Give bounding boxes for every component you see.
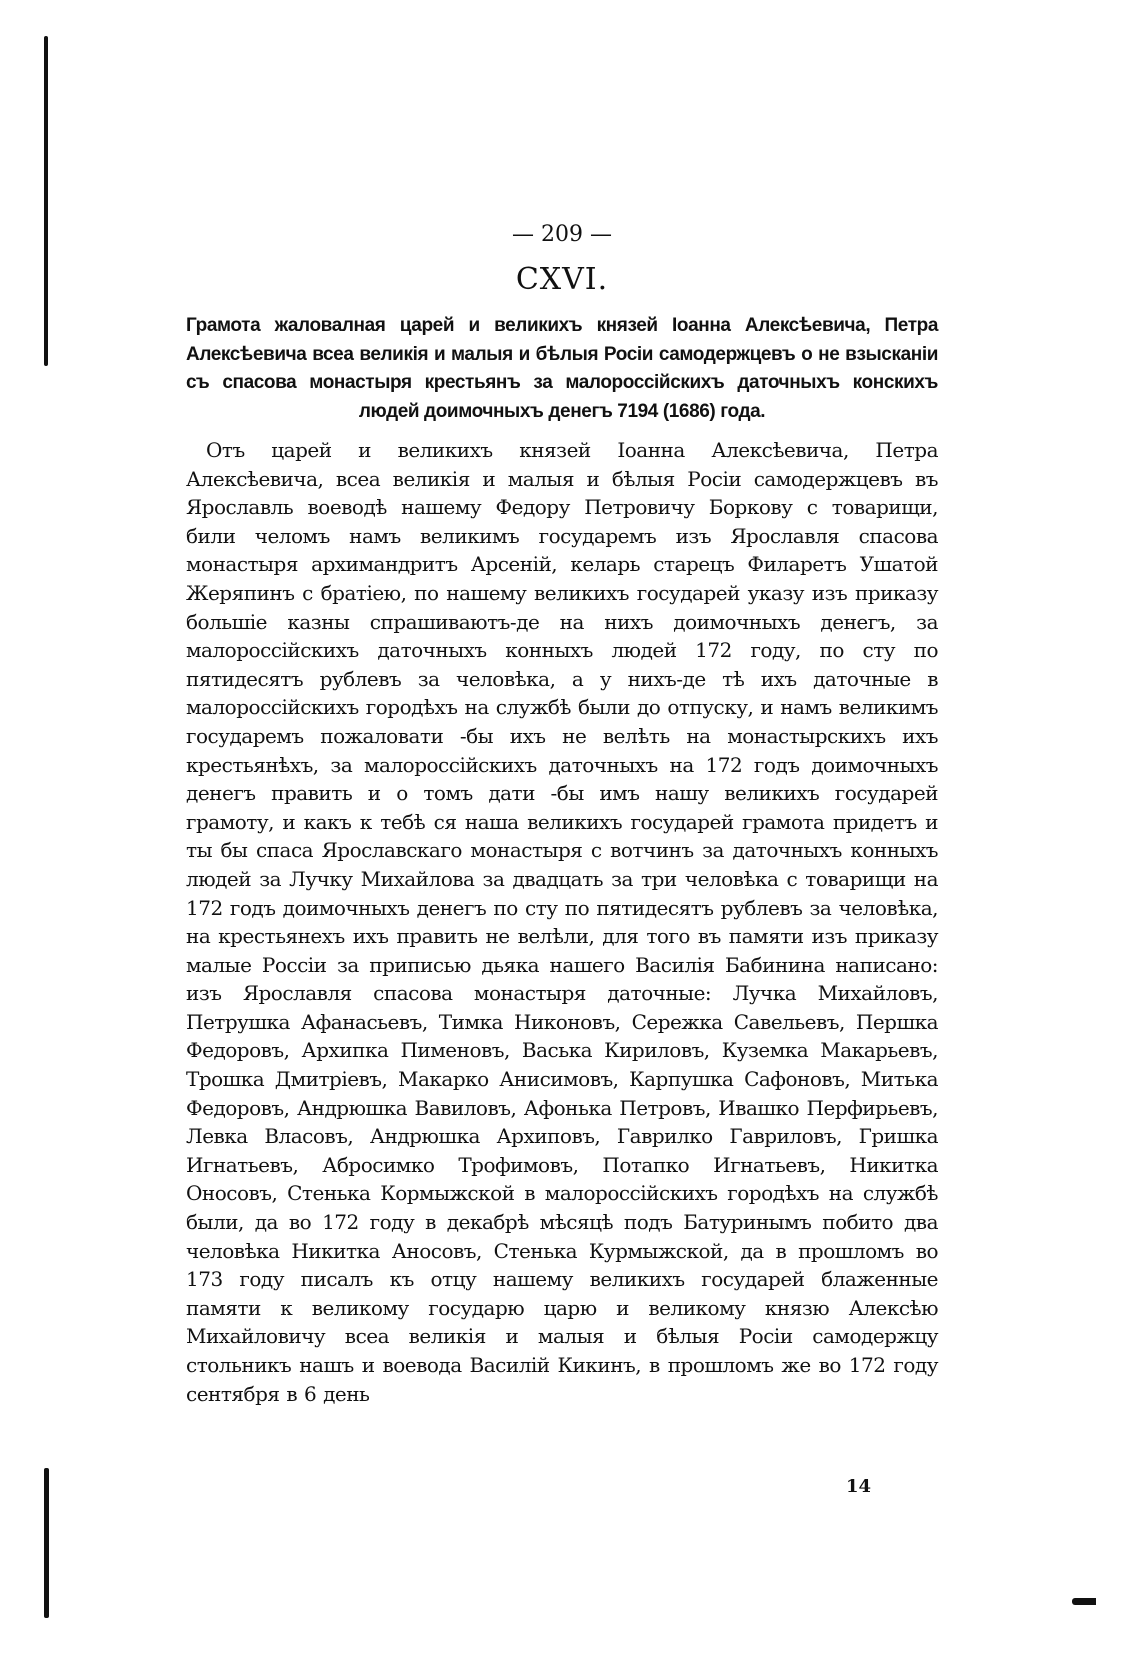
page-number: — 209 — bbox=[512, 222, 612, 247]
page-content bbox=[186, 220, 938, 1406]
document-number: CXVI. bbox=[515, 262, 609, 297]
signature-mark: 14 bbox=[846, 1476, 872, 1497]
document-body: Отъ царей и великихъ князей Іоанна Алексѣевича, Петра Алексѣевича, всеа великія и малыя и бѣлыя Росіи самодержцевъ въ Ярославль воеводѣ нашему Федору Петровичу Боркову с товарищи, били челомъ намъ великимъ государемъ изъ Ярославля спасова монастыря архимандритъ Арсеній, келарь старецъ Филаретъ Ушатой Жеряпинъ с братіею, по нашему великихъ государей указу изъ приказу большіе казны спрашиваютъ-де на нихъ доимочныхъ денегъ, за малороссійскихъ даточныхъ конныхъ людей 172 году, по сту по пятидесятъ рублевъ за человѣка, а у нихъ-де тѣ ихъ даточные в малороссійскихъ городѣхъ на службѣ были до отпуску, и намъ великимъ государемъ пожаловати -бы ихъ не велѣть на монастырскихъ ихъ крестьянѣхъ, за малороссійскихъ даточныхъ на 172 годъ доимочныхъ денегъ править и о томъ дати -бы имъ нашу великихъ государей грамоту, и какъ к тебѣ ся наша великихъ государей грамота придетъ и ты бы спаса Ярославскаго монастыря с вотчинъ за даточныхъ конныхъ людей за Лучку Михайлова за двадцать за три человѣка с товарищи на 172 годъ доимочныхъ денегъ по сту по пятидесятъ рублевъ за человѣка, на крестьянехъ ихъ править не велѣли, для того въ памяти изъ приказу малые Россіи за приписью дьяка нашего Василія Бабинина написано: изъ Ярославля спасова монастыря даточные: Лучка Михайловъ, Петрушка Афанасьевъ, Тимка Никоновъ, Сережка Савельевъ, Першка Федоровъ, Архипка Пименовъ, Васька Кириловъ, Куземка Макарьевъ, Трошка Дмитріевъ, Макарко Анисимовъ, Карпушка Сафоновъ, Митька Федоровъ, Андрюшка Вавиловъ, Афонька Петровъ, Ивашко Перфирьевъ, Левка Власовъ, Андрюшка Архиповъ, Гаврилко Гавриловъ, Гришка Игнатьевъ, Абросимко Трофимовъ, Потапко Игнатьевъ, Никитка Оносовъ, Стенька Кормыжской в малороссійскихъ городѣхъ на службѣ были, да во 172 году в декабрѣ мѣсяцѣ подъ Батуринымъ побито два человѣка Никитка Аносовъ, Стенька Курмыжской, да в прошломъ во 173 году писалъ къ отцу нашему великихъ государей блаженные памяти к великому государю царю и великому князю Алексѣю Михайловичу всеа великія и малыя и бѣлыя Росіи самодержцу стольникъ нашъ и воевода Василій Кикинъ, в прошломъ же во 172 году сентября в 6 день bbox=[186, 438, 938, 1406]
binding-edge-mark bbox=[44, 1468, 49, 1618]
document-heading: Грамота жаловалная царей и великихъ князей Іоанна Алексѣевича, Петра Алексѣевича всеа великія и малыя и бѣлыя Росіи самодержцевъ о не взысканіи съ спасова монастыря крестьянъ за малороссійскихъ даточныхъ конскихъ людей доимочныхъ денегъ 7194 (1686) года. bbox=[186, 315, 938, 422]
binding-edge-mark bbox=[44, 36, 48, 366]
page-edge-mark bbox=[1072, 1598, 1096, 1605]
